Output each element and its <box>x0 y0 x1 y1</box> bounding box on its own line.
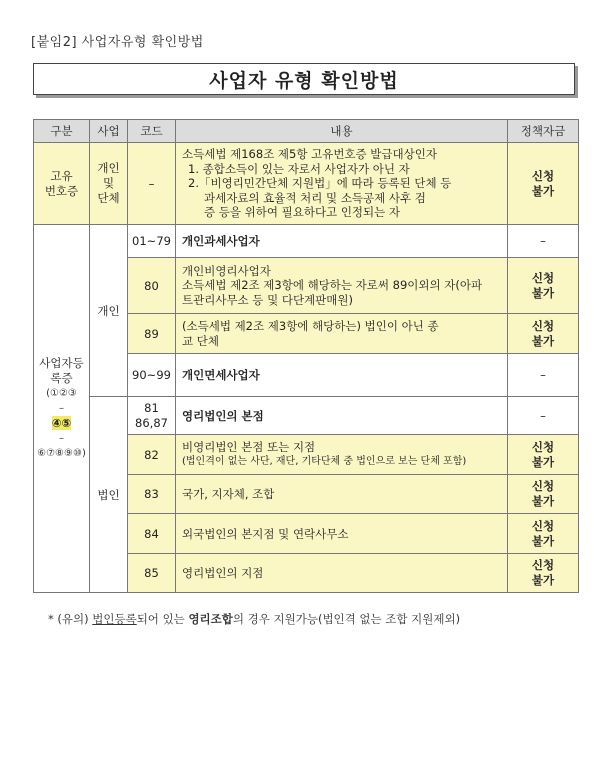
header-policy: 정책자금 <box>508 120 579 143</box>
content-81-86-87: 영리법인의 본점 <box>176 397 508 435</box>
content-80: 개인비영리사업자 소득세법 제2조 제3항에 해당하는 자로써 89이외의 자(아파 트관리사무소 등 및 다단계판매원) <box>176 258 508 314</box>
header-category: 구분 <box>34 120 90 143</box>
policy-90-99: – <box>508 354 579 397</box>
unique-content-cell: 소득세법 제168조 제5항 고유번호증 발급대상인자 1. 종합소득이 있는 자로서 사업자가 아닌 자 2.「비영리민간단체 지원법」에 따라 등록된 단체 등 과세자료의 효율적 처리 및 소득공제 사후 검 증 등을 위하여 필요하다고 인정되는 자 <box>176 143 508 225</box>
individual-label-cell: 개인 <box>90 225 128 397</box>
table-row-81-86-87 <box>34 397 579 435</box>
policy-85: 신청 불가 <box>508 554 579 593</box>
highlighted-marks: ④⑤ <box>51 416 72 430</box>
policy-81-86-87: – <box>508 397 579 435</box>
content-01-79: 개인과세사업자 <box>176 225 508 258</box>
table-row-unique-number <box>34 143 579 225</box>
business-type-table <box>33 119 579 593</box>
content-90-99: 개인면세사업자 <box>176 354 508 397</box>
content-85: 영리법인의 지점 <box>176 554 508 593</box>
code-84: 84 <box>128 514 176 554</box>
code-90-99: 90~99 <box>128 354 176 397</box>
policy-84: 신청 불가 <box>508 514 579 554</box>
code-01-79: 01~79 <box>128 225 176 258</box>
code-81-86-87: 81 86,87 <box>128 397 176 435</box>
page-caption: [붙임2] 사업자유형 확인방법 <box>31 35 204 50</box>
registration-category-cell: 사업자등 록증 (①②③ – ④⑤ – ⑥⑦⑧⑨⑩) <box>34 225 90 593</box>
content-89: (소득세법 제2조 제3항에 해당하는) 법인이 아닌 종 교 단체 <box>176 314 508 354</box>
code-82: 82 <box>128 435 176 475</box>
policy-89: 신청 불가 <box>508 314 579 354</box>
corporate-label-cell: 법인 <box>90 397 128 593</box>
content-83: 국가, 지자체, 조합 <box>176 475 508 514</box>
unique-policy-cell: 신청 불가 <box>508 143 579 225</box>
title-box <box>33 63 575 95</box>
policy-82: 신청 불가 <box>508 435 579 475</box>
unique-code-cell: – <box>128 143 176 225</box>
unique-category-cell: 고유 번호증 <box>34 143 90 225</box>
code-89: 89 <box>128 314 176 354</box>
code-80: 80 <box>128 258 176 314</box>
content-84: 외국법인의 본지점 및 연락사무소 <box>176 514 508 554</box>
footnote: * (유의) 법인등록되어 있는 영리조합의 경우 지원가능(법인격 없는 조합 지원제외) <box>48 612 461 626</box>
header-row <box>34 120 579 143</box>
header-code: 코드 <box>128 120 176 143</box>
code-83: 83 <box>128 475 176 514</box>
content-82: 비영리법인 본점 또는 지점 (법인격이 없는 사단, 재단, 기타단체 중 법인으로 보는 단체 포함) <box>176 435 508 475</box>
header-content: 내용 <box>176 120 508 143</box>
page-title: 사업자 유형 확인방법 <box>209 69 399 92</box>
policy-80: 신청 불가 <box>508 258 579 314</box>
code-85: 85 <box>128 554 176 593</box>
policy-01-79: – <box>508 225 579 258</box>
table-row-01-79 <box>34 225 579 258</box>
policy-83: 신청 불가 <box>508 475 579 514</box>
header-business: 사업 <box>90 120 128 143</box>
unique-business-cell: 개인 및 단체 <box>90 143 128 225</box>
